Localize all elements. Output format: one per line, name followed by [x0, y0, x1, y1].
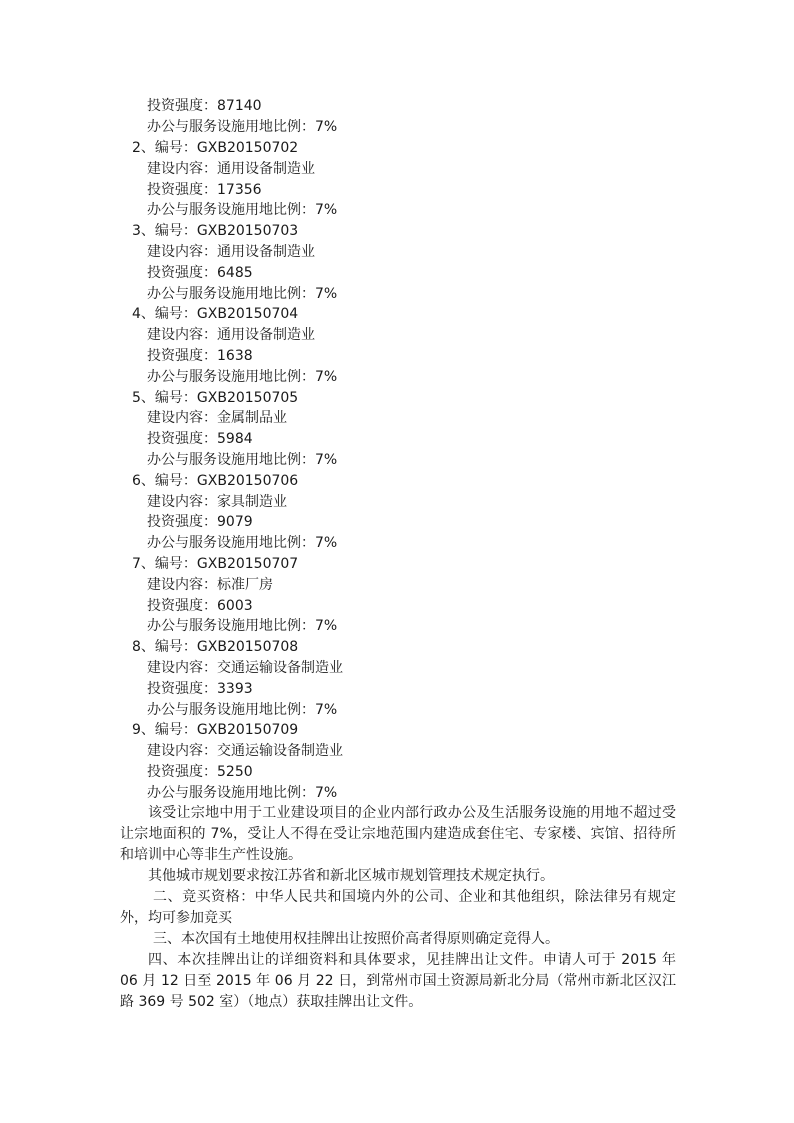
- item-ratio: 办公与服务设施用地比例：7%: [147, 452, 338, 468]
- item-investment: 投资强度：6003: [147, 598, 253, 614]
- paragraph-planning-requirements: [120, 866, 676, 887]
- item-number: 9、编号：GXB20150709: [132, 722, 299, 738]
- item-ratio: 办公与服务设施用地比例：7%: [147, 785, 338, 801]
- item-content: 建设内容：家具制造业: [147, 494, 287, 510]
- item-investment: 投资强度：9079: [147, 514, 253, 530]
- item-content: 建设内容：标准厂房: [147, 577, 273, 593]
- item-number: 8、编号：GXB20150708: [132, 639, 299, 655]
- paragraph-text: 其他城市规划要求按江苏省和新北区城市规划管理技术规定执行。: [148, 868, 554, 884]
- item-investment: 投资强度：17356: [147, 182, 262, 198]
- item-number: 2、编号：GXB20150702: [132, 140, 299, 156]
- item-ratio: 办公与服务设施用地比例：7%: [147, 535, 338, 551]
- item-ratio: 办公与服务设施用地比例：7%: [147, 702, 338, 718]
- item-content: 建设内容：金属制品业: [147, 410, 287, 426]
- item-investment: 投资强度：1638: [147, 348, 253, 364]
- item-ratio: 办公与服务设施用地比例：7%: [147, 369, 338, 385]
- paragraph-winner-principle: [120, 929, 676, 950]
- paragraph-text: 三、本次国有土地使用权挂牌出让按照价高者得原则确定竞得人。: [153, 931, 559, 947]
- item-number: 7、编号：GXB20150707: [132, 556, 299, 572]
- item-content: 建设内容：通用设备制造业: [147, 327, 315, 343]
- item-number: 3、编号：GXB20150703: [132, 223, 299, 239]
- item-investment: 投资强度：3393: [147, 681, 253, 697]
- item-investment: 投资强度：5984: [147, 431, 253, 447]
- item-ratio: 办公与服务设施用地比例：7%: [147, 286, 338, 302]
- paragraph-office-land-limit: [120, 803, 676, 866]
- item-content: 建设内容：通用设备制造业: [147, 161, 315, 177]
- paragraph-text: 该受让宗地中用于工业建设项目的企业内部行政办公及生活服务设施的用地不超过受让宗地面积的 7%，受让人不得在受让宗地范围内建造成套住宅、专家楼、宾馆、招待所和培训中心等非生产性设施。: [120, 805, 676, 863]
- paragraph-text: 二、竞买资格：中华人民共和国境内外的公司、企业和其他组织，除法律另有规定外，均可参加竞买: [120, 889, 676, 926]
- paragraph-text: 四、本次挂牌出让的详细资料和具体要求，见挂牌出让文件。申请人可于 2015 年 06 月 12 日至 2015 年 06 月 22 日，到常州市国土资源局新北分局（常州市新北区汉江路 369 号 502 室）（地点）获取挂牌出让文件。: [120, 952, 676, 1010]
- item-number: 6、编号：GXB20150706: [132, 473, 299, 489]
- item-ratio: 办公与服务设施用地比例：7%: [147, 618, 338, 634]
- item-number: 5、编号：GXB20150705: [132, 390, 299, 406]
- item-content: 建设内容：通用设备制造业: [147, 244, 315, 260]
- item-1-investment: 投资强度：87140: [147, 98, 262, 114]
- item-ratio: 办公与服务设施用地比例：7%: [147, 202, 338, 218]
- item-content: 建设内容：交通运输设备制造业: [147, 743, 343, 759]
- paragraph-documents-acquisition: [120, 950, 676, 1013]
- item-1-ratio: 办公与服务设施用地比例：7%: [147, 119, 338, 135]
- item-number: 4、编号：GXB20150704: [132, 306, 299, 322]
- item-investment: 投资强度：6485: [147, 265, 253, 281]
- paragraph-bidding-qualification: [120, 887, 676, 929]
- item-content: 建设内容：交通运输设备制造业: [147, 660, 343, 676]
- item-investment: 投资强度：5250: [147, 764, 253, 780]
